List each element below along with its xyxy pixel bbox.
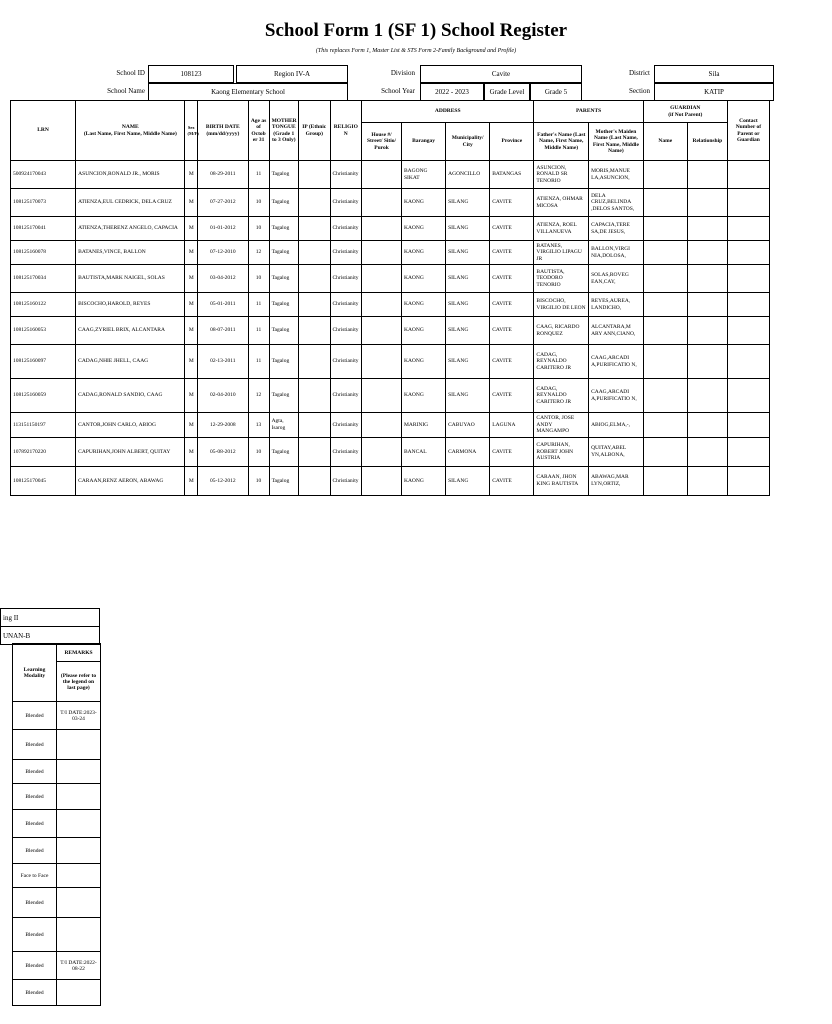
cell-mother: QUITAY,ABEL YN,ALBONA, bbox=[589, 438, 644, 467]
col-birth-date: BIRTH DATE (mm/dd/yyyy) bbox=[198, 101, 248, 161]
table-row bbox=[11, 379, 770, 413]
cell-father: CADAG, REYNALDO CARITERO JR bbox=[534, 345, 589, 379]
cell-empty bbox=[727, 161, 769, 189]
cell-religion: Christianity bbox=[330, 317, 362, 345]
cell-age: 11 bbox=[248, 345, 269, 379]
cell-barangay: KAONG bbox=[401, 265, 445, 293]
cell-empty bbox=[727, 265, 769, 293]
cell-father: CAAG, RICARDO RONQUEZ bbox=[534, 317, 589, 345]
cell-empty bbox=[643, 438, 687, 467]
table-row bbox=[13, 918, 101, 952]
table-row bbox=[13, 810, 101, 838]
cell-name: BAUTISTA,MARK NAIGEL, SOLAS bbox=[76, 265, 185, 293]
cell-name: BISCOCHO,HAROLD, REYES bbox=[76, 293, 185, 317]
cell-empty bbox=[687, 189, 727, 217]
cell-empty bbox=[727, 293, 769, 317]
school-id-label: School ID bbox=[116, 69, 145, 77]
cell-empty bbox=[362, 379, 402, 413]
cell-remark bbox=[57, 784, 101, 810]
cell-empty bbox=[298, 438, 330, 467]
remarks-legend-note: (Please refer to the legend on last page) bbox=[57, 662, 101, 702]
cell-lrn: 108125160053 bbox=[11, 317, 76, 345]
cell-barangay: KAONG bbox=[401, 317, 445, 345]
cell-tongue: Tagalog bbox=[269, 217, 298, 241]
cell-empty bbox=[362, 467, 402, 496]
table-row bbox=[11, 161, 770, 189]
cell-municipality: SILANG bbox=[446, 265, 490, 293]
cell-lrn: 108125170034 bbox=[11, 265, 76, 293]
col-lrn: LRN bbox=[11, 101, 76, 161]
cell-empty bbox=[362, 413, 402, 438]
cell-name: CAAG,ZYRIEL BRIX, ALCANTARA bbox=[76, 317, 185, 345]
cell-empty bbox=[643, 293, 687, 317]
cell-name: ATIENZA,THERENZ ANGELO, CAPACIA bbox=[76, 217, 185, 241]
cell-province: CAVITE bbox=[490, 265, 534, 293]
cell-empty bbox=[362, 317, 402, 345]
cell-municipality: SILANG bbox=[446, 467, 490, 496]
cell-modality: Blended bbox=[13, 918, 57, 952]
cell-mother: MORIS,MANUE LA,ASUNCION, bbox=[589, 161, 644, 189]
col-guardian-name: Name bbox=[643, 123, 687, 161]
col-province: Province bbox=[490, 123, 534, 161]
cell-empty bbox=[727, 467, 769, 496]
cell-empty bbox=[298, 217, 330, 241]
cell-modality: Blended bbox=[13, 952, 57, 980]
cell-municipality: SILANG bbox=[446, 317, 490, 345]
cell-empty bbox=[298, 161, 330, 189]
cell-name: CARAAN,RENZ AERON, ABAWAG bbox=[76, 467, 185, 496]
cell-empty bbox=[687, 379, 727, 413]
cell-father: CANTOR, JOSE ANDY MANGAMPO bbox=[534, 413, 589, 438]
cell-remark: T/I DATE:2023-03-24 bbox=[57, 702, 101, 730]
cell-age: 12 bbox=[248, 379, 269, 413]
cell-religion: Christianity bbox=[330, 413, 362, 438]
cell-empty bbox=[727, 345, 769, 379]
col-learning-modality: Learning Modality bbox=[13, 644, 57, 702]
cell-sex: M bbox=[185, 345, 198, 379]
section-field: KATIP bbox=[654, 83, 774, 101]
cell-mother: ABIOG,ELMA,-, bbox=[589, 413, 644, 438]
cell-birth: 01-01-2012 bbox=[198, 217, 248, 241]
table-row bbox=[11, 217, 770, 241]
cell-barangay: KAONG bbox=[401, 241, 445, 265]
cell-empty bbox=[727, 241, 769, 265]
cell-mother: REYES,AUREA, LANDICHO, bbox=[589, 293, 644, 317]
cell-birth: 05-08-2012 bbox=[198, 438, 248, 467]
cell-empty bbox=[298, 293, 330, 317]
cell-age: 11 bbox=[248, 161, 269, 189]
cell-municipality: SILANG bbox=[446, 189, 490, 217]
cell-empty bbox=[687, 438, 727, 467]
col-mother: Mother's Maiden Name (Last Name, First Name, Middle Name) bbox=[589, 123, 644, 161]
cell-municipality: CARMONA bbox=[446, 438, 490, 467]
cell-lrn: 108125160122 bbox=[11, 293, 76, 317]
table-row bbox=[11, 293, 770, 317]
cell-empty bbox=[362, 241, 402, 265]
grade-level-label: Grade Level bbox=[484, 83, 530, 101]
cell-empty bbox=[727, 413, 769, 438]
cell-province: CAVITE bbox=[490, 317, 534, 345]
cell-age: 10 bbox=[248, 265, 269, 293]
cell-empty bbox=[643, 189, 687, 217]
cell-sex: M bbox=[185, 217, 198, 241]
remarks-table bbox=[12, 643, 101, 1006]
cell-religion: Christianity bbox=[330, 467, 362, 496]
cell-empty bbox=[687, 317, 727, 345]
cell-empty bbox=[643, 413, 687, 438]
cell-empty bbox=[727, 317, 769, 345]
school-id-field: 108123 bbox=[148, 65, 234, 83]
table-row bbox=[11, 241, 770, 265]
cell-remark bbox=[57, 760, 101, 784]
cell-empty bbox=[643, 345, 687, 379]
cell-birth: 05-12-2012 bbox=[198, 467, 248, 496]
cell-province: CAVITE bbox=[490, 189, 534, 217]
cell-tongue: Tagalog bbox=[269, 317, 298, 345]
cell-age: 10 bbox=[248, 438, 269, 467]
cell-age: 10 bbox=[248, 189, 269, 217]
col-house: House #/ Street/ Sitio/ Purok bbox=[362, 123, 402, 161]
cell-sex: M bbox=[185, 413, 198, 438]
cell-modality: Blended bbox=[13, 784, 57, 810]
cell-empty bbox=[727, 379, 769, 413]
cell-modality: Face to Face bbox=[13, 864, 57, 888]
table-row bbox=[13, 730, 101, 760]
cell-province: CAVITE bbox=[490, 345, 534, 379]
table-row bbox=[11, 189, 770, 217]
cell-father: ASUNCION, RONALD SR TENORIO bbox=[534, 161, 589, 189]
cell-mother: ALCANTARA,M ARY ANN,CIANO, bbox=[589, 317, 644, 345]
cell-empty bbox=[687, 265, 727, 293]
cell-empty bbox=[643, 379, 687, 413]
cell-lrn: 500924170043 bbox=[11, 161, 76, 189]
cell-empty bbox=[643, 467, 687, 496]
section-label: Section bbox=[629, 87, 650, 95]
cell-mother: SOLAS,ROVEG EAN,CAY, bbox=[589, 265, 644, 293]
district-field: Sila bbox=[654, 65, 774, 83]
cell-province: CAVITE bbox=[490, 438, 534, 467]
cell-father: CAPURIHAN, ROBERT JOHN AUSTRIA bbox=[534, 438, 589, 467]
cell-remark bbox=[57, 810, 101, 838]
cell-empty bbox=[687, 467, 727, 496]
form-subtitle: (This replaces Form 1, Master List & STS Form 2-Family Background and Profile) bbox=[315, 48, 517, 54]
cell-barangay: KAONG bbox=[401, 467, 445, 496]
cell-sex: M bbox=[185, 161, 198, 189]
cell-birth: 05-01-2011 bbox=[198, 293, 248, 317]
cell-religion: Christianity bbox=[330, 345, 362, 379]
cell-empty bbox=[643, 265, 687, 293]
cell-age: 12 bbox=[248, 241, 269, 265]
cell-province: CAVITE bbox=[490, 241, 534, 265]
cell-empty bbox=[298, 413, 330, 438]
school-name-label: School Name bbox=[107, 87, 145, 95]
cell-province: CAVITE bbox=[490, 293, 534, 317]
col-age: Age as of Octob er 31 bbox=[248, 101, 269, 161]
cell-modality: Blended bbox=[13, 810, 57, 838]
cell-birth: 12-29-2008 bbox=[198, 413, 248, 438]
cell-empty bbox=[362, 217, 402, 241]
col-religion: RELIGIO N bbox=[330, 101, 362, 161]
grade-level-field: Grade 5 bbox=[530, 83, 582, 101]
cell-sex: M bbox=[185, 293, 198, 317]
cell-tongue: Tagalog bbox=[269, 265, 298, 293]
division-field: Cavite bbox=[420, 65, 582, 83]
cell-religion: Christianity bbox=[330, 189, 362, 217]
cell-birth: 08-29-2011 bbox=[198, 161, 248, 189]
cell-municipality: CABUYAO bbox=[446, 413, 490, 438]
cell-empty bbox=[687, 241, 727, 265]
cell-empty bbox=[643, 161, 687, 189]
cell-province: CAVITE bbox=[490, 379, 534, 413]
cell-province: BATANGAS bbox=[490, 161, 534, 189]
cell-lrn: 108125160078 bbox=[11, 241, 76, 265]
page2-header-fragment-2: UNAN-B bbox=[0, 626, 100, 645]
cell-tongue: Tagalog bbox=[269, 241, 298, 265]
school-name-field: Kaong Elementary School bbox=[148, 83, 348, 101]
cell-tongue: Tagalog bbox=[269, 438, 298, 467]
cell-birth: 02-04-2010 bbox=[198, 379, 248, 413]
cell-empty bbox=[643, 217, 687, 241]
cell-tongue: Tagalog bbox=[269, 161, 298, 189]
cell-lrn: 108125160097 bbox=[11, 345, 76, 379]
cell-birth: 02-13-2011 bbox=[198, 345, 248, 379]
cell-empty bbox=[298, 345, 330, 379]
col-remarks: REMARKS bbox=[57, 644, 101, 662]
cell-remark: T/I DATE:2022-08-22 bbox=[57, 952, 101, 980]
table-row bbox=[13, 980, 101, 1006]
cell-province: CAVITE bbox=[490, 467, 534, 496]
cell-father: ATIENZA, OHMAR MICOSA bbox=[534, 189, 589, 217]
table-row bbox=[11, 467, 770, 496]
cell-tongue: Tagalog bbox=[269, 379, 298, 413]
cell-barangay: KAONG bbox=[401, 293, 445, 317]
table-row bbox=[11, 438, 770, 467]
cell-lrn: 113151150197 bbox=[11, 413, 76, 438]
cell-religion: Christianity bbox=[330, 293, 362, 317]
cell-lrn: 107892170220 bbox=[11, 438, 76, 467]
cell-barangay: KAONG bbox=[401, 217, 445, 241]
table-row bbox=[13, 784, 101, 810]
cell-age: 13 bbox=[248, 413, 269, 438]
cell-modality: Blended bbox=[13, 702, 57, 730]
cell-sex: M bbox=[185, 241, 198, 265]
cell-empty bbox=[298, 379, 330, 413]
cell-modality: Blended bbox=[13, 760, 57, 784]
cell-empty bbox=[298, 265, 330, 293]
col-parents: PARENTS bbox=[534, 101, 643, 123]
cell-birth: 03-04-2012 bbox=[198, 265, 248, 293]
cell-empty bbox=[643, 241, 687, 265]
table-row bbox=[13, 702, 101, 730]
cell-municipality: SILANG bbox=[446, 293, 490, 317]
cell-empty bbox=[727, 189, 769, 217]
cell-municipality: SILANG bbox=[446, 217, 490, 241]
cell-sex: M bbox=[185, 317, 198, 345]
cell-empty bbox=[687, 217, 727, 241]
cell-lrn: 108125160059 bbox=[11, 379, 76, 413]
cell-father: BAUTISTA, TEODORO TENORIO bbox=[534, 265, 589, 293]
col-guardian: GUARDIAN (if Not Parent) bbox=[643, 101, 727, 123]
cell-barangay: BAGONG SIKAT bbox=[401, 161, 445, 189]
cell-lrn: 108125170041 bbox=[11, 217, 76, 241]
cell-name: ASUNCION,RONALD JR., MORIS bbox=[76, 161, 185, 189]
cell-barangay: BANCAL bbox=[401, 438, 445, 467]
cell-empty bbox=[362, 345, 402, 379]
cell-modality: Blended bbox=[13, 888, 57, 918]
col-barangay: Barangay bbox=[401, 123, 445, 161]
cell-municipality: SILANG bbox=[446, 379, 490, 413]
cell-barangay: KAONG bbox=[401, 189, 445, 217]
division-label: Division bbox=[390, 69, 415, 77]
form-title: School Form 1 (SF 1) School Register bbox=[264, 20, 568, 41]
region-field: Region IV-A bbox=[236, 65, 348, 83]
cell-empty bbox=[687, 293, 727, 317]
col-father: Father's Name (Last Name, First Name, Middle Name) bbox=[534, 123, 589, 161]
table-row bbox=[11, 317, 770, 345]
cell-empty bbox=[362, 189, 402, 217]
cell-barangay: MARINIG bbox=[401, 413, 445, 438]
table-row bbox=[13, 888, 101, 918]
cell-tongue: Tagalog bbox=[269, 189, 298, 217]
cell-remark bbox=[57, 980, 101, 1006]
cell-tongue: Tagalog bbox=[269, 345, 298, 379]
cell-remark bbox=[57, 730, 101, 760]
cell-municipality: SILANG bbox=[446, 345, 490, 379]
cell-sex: M bbox=[185, 438, 198, 467]
cell-father: BISCOCHO, VIRGILIO DE LEON bbox=[534, 293, 589, 317]
cell-municipality: SILANG bbox=[446, 241, 490, 265]
table-row bbox=[13, 952, 101, 980]
table-row bbox=[11, 265, 770, 293]
cell-mother: CAAG,ARCADI A,PURIFICATIO N, bbox=[589, 379, 644, 413]
cell-age: 11 bbox=[248, 317, 269, 345]
cell-birth: 07-27-2012 bbox=[198, 189, 248, 217]
cell-name: CADAG,NHIE JHELL, CAAG bbox=[76, 345, 185, 379]
district-label: District bbox=[629, 69, 650, 77]
school-year-field: 2022 - 2023 bbox=[420, 83, 484, 101]
cell-father: BATANES, VIRGILIO LIPAGU JR bbox=[534, 241, 589, 265]
cell-sex: M bbox=[185, 189, 198, 217]
cell-remark bbox=[57, 838, 101, 864]
cell-mother: DELA CRUZ,BELINDA ,DELOS SANTOS, bbox=[589, 189, 644, 217]
col-mother-tongue: MOTHER TONGUE (Grade 1 to 3 Only) bbox=[269, 101, 298, 161]
col-sex: Sex (M/F) bbox=[185, 101, 198, 161]
cell-empty bbox=[687, 345, 727, 379]
cell-mother: ABAWAG,MAR LYN,ORTIZ, bbox=[589, 467, 644, 496]
cell-name: CADAG,RONALD SANDIO, CAAG bbox=[76, 379, 185, 413]
cell-age: 10 bbox=[248, 217, 269, 241]
cell-tongue: Agta, Isarog bbox=[269, 413, 298, 438]
cell-province: CAVITE bbox=[490, 217, 534, 241]
cell-empty bbox=[687, 413, 727, 438]
col-guardian-relationship: Relationship bbox=[687, 123, 727, 161]
cell-modality: Blended bbox=[13, 980, 57, 1006]
cell-province: LAGUNA bbox=[490, 413, 534, 438]
cell-name: CANTOR,JOHN CARLO, ABIOG bbox=[76, 413, 185, 438]
cell-father: CADAG, REYNALDO CARITERO JR bbox=[534, 379, 589, 413]
school-year-label: School Year bbox=[381, 87, 415, 95]
cell-mother: CAAG,ARCADI A,PURIFICATIO N, bbox=[589, 345, 644, 379]
cell-empty bbox=[298, 241, 330, 265]
cell-birth: 07-12-2010 bbox=[198, 241, 248, 265]
learner-register-table bbox=[10, 100, 770, 496]
col-address: ADDRESS bbox=[362, 101, 534, 123]
cell-empty bbox=[298, 467, 330, 496]
cell-lrn: 108125170073 bbox=[11, 189, 76, 217]
cell-empty bbox=[298, 189, 330, 217]
cell-empty bbox=[727, 438, 769, 467]
table-row bbox=[11, 413, 770, 438]
cell-barangay: KAONG bbox=[401, 379, 445, 413]
cell-tongue: Tagalog bbox=[269, 467, 298, 496]
cell-religion: Christianity bbox=[330, 438, 362, 467]
cell-remark bbox=[57, 864, 101, 888]
cell-father: ATIENZA, ROEL VILLANUEVA bbox=[534, 217, 589, 241]
col-contact: Contact Number of Parent or Guardian bbox=[727, 101, 769, 161]
cell-religion: Christianity bbox=[330, 241, 362, 265]
cell-barangay: KAONG bbox=[401, 345, 445, 379]
cell-remark bbox=[57, 888, 101, 918]
col-name: NAME (Last Name, First Name, Middle Name) bbox=[76, 101, 185, 161]
cell-age: 11 bbox=[248, 293, 269, 317]
col-ip: IP (Ethnic Group) bbox=[298, 101, 330, 161]
table-row bbox=[13, 864, 101, 888]
cell-religion: Christianity bbox=[330, 379, 362, 413]
cell-tongue: Tagalog bbox=[269, 293, 298, 317]
cell-sex: M bbox=[185, 379, 198, 413]
cell-remark bbox=[57, 918, 101, 952]
cell-empty bbox=[362, 438, 402, 467]
cell-name: CAPURIHAN,JOHN ALBERT, QUITAY bbox=[76, 438, 185, 467]
cell-empty bbox=[362, 293, 402, 317]
cell-empty bbox=[362, 161, 402, 189]
cell-religion: Christianity bbox=[330, 265, 362, 293]
cell-father: CARAAN, JHON KING BAUTISTA bbox=[534, 467, 589, 496]
cell-sex: M bbox=[185, 467, 198, 496]
table-row bbox=[13, 760, 101, 784]
cell-mother: BALLON,VIRGI NIA,DOLOSA, bbox=[589, 241, 644, 265]
cell-empty bbox=[643, 317, 687, 345]
cell-religion: Christianity bbox=[330, 161, 362, 189]
cell-empty bbox=[727, 217, 769, 241]
cell-municipality: AGONCILLO bbox=[446, 161, 490, 189]
cell-lrn: 108125170045 bbox=[11, 467, 76, 496]
table-row bbox=[13, 838, 101, 864]
cell-religion: Christianity bbox=[330, 217, 362, 241]
cell-birth: 08-07-2011 bbox=[198, 317, 248, 345]
table-row bbox=[11, 345, 770, 379]
cell-empty bbox=[687, 161, 727, 189]
cell-mother: CAPACIA,TERE SA,DE JESUS, bbox=[589, 217, 644, 241]
cell-name: ATIENZA,EUL CEDRICK, DELA CRUZ bbox=[76, 189, 185, 217]
page2-header-fragment-1: ing II bbox=[0, 608, 100, 627]
cell-empty bbox=[298, 317, 330, 345]
cell-modality: Blended bbox=[13, 730, 57, 760]
cell-sex: M bbox=[185, 265, 198, 293]
cell-name: BATANES,VINCE, BALLON bbox=[76, 241, 185, 265]
col-municipality: Municipality/ City bbox=[446, 123, 490, 161]
cell-modality: Blended bbox=[13, 838, 57, 864]
cell-empty bbox=[362, 265, 402, 293]
cell-age: 10 bbox=[248, 467, 269, 496]
